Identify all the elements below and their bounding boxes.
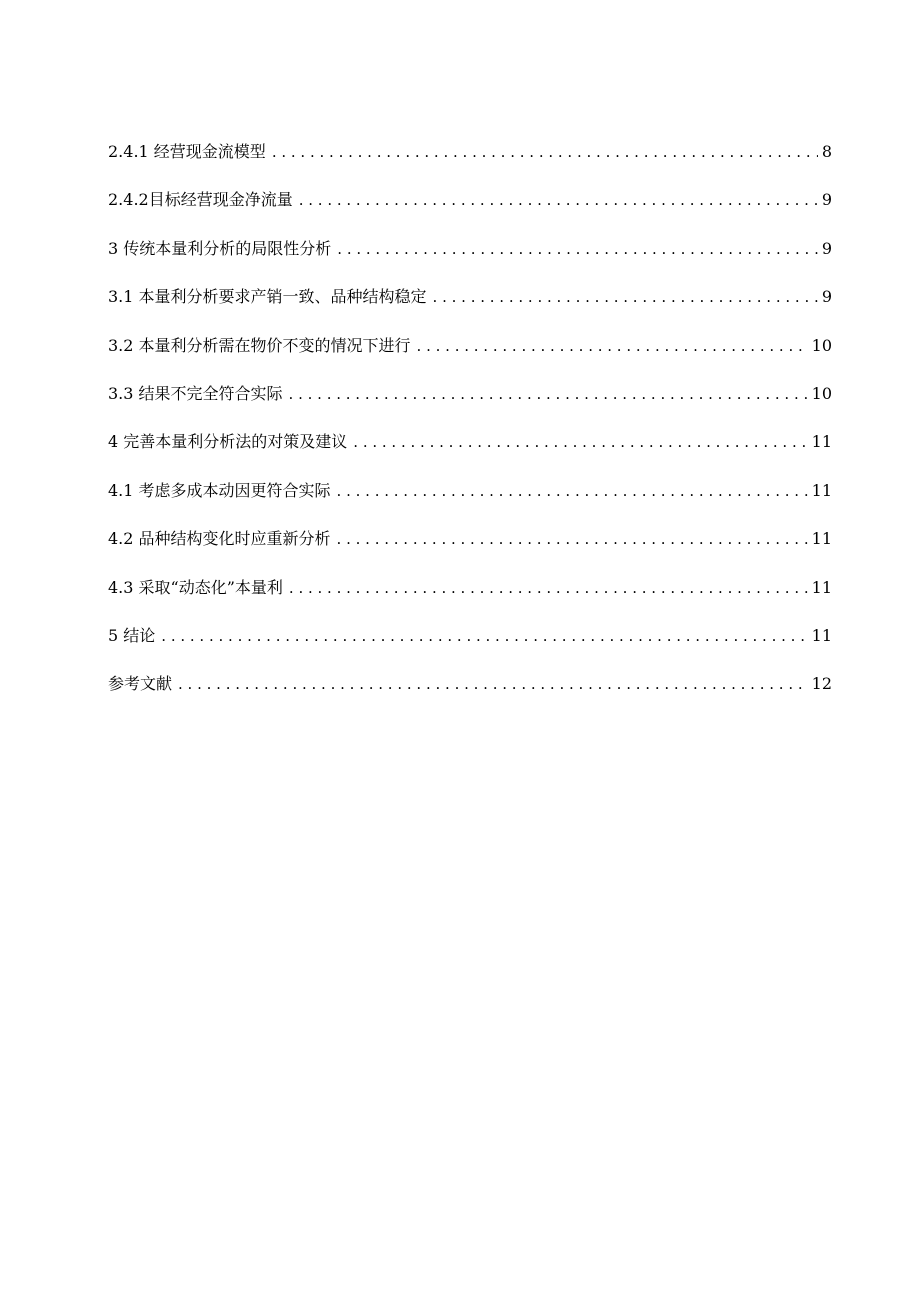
toc-entry-title: 2.4.2目标经营现金净流量 — [108, 190, 293, 210]
toc-entry-page: 10 — [811, 383, 832, 403]
toc-entry-page: 12 — [811, 674, 832, 694]
toc-entry-title: 4.2 品种结构变化时应重新分析 — [108, 529, 331, 549]
toc-entry-page: 11 — [811, 432, 832, 452]
toc-entry-title: 5 结论 — [108, 625, 156, 645]
toc-dot-leader — [161, 620, 807, 652]
toc-entry[interactable] — [108, 330, 832, 378]
toc-dot-leader — [433, 281, 818, 313]
toc-entry-page: 11 — [811, 625, 832, 645]
toc-entry-page: 8 — [821, 142, 832, 161]
toc-entry[interactable] — [108, 136, 832, 184]
toc-dot-leader — [337, 475, 808, 507]
toc-entry[interactable] — [108, 281, 832, 329]
toc-entry-page: 11 — [811, 577, 832, 597]
toc-dot-leader — [299, 184, 818, 216]
toc-entry-title: 4.1 考虑多成本动因更符合实际 — [108, 480, 331, 500]
toc-entry-title: 4.3 采取“动态化”本量利 — [108, 577, 283, 597]
toc-entry-page: 11 — [811, 480, 832, 500]
toc-entry[interactable] — [108, 523, 832, 571]
toc-entry-page: 9 — [821, 287, 832, 307]
toc-dot-leader — [289, 378, 808, 410]
toc-entry-page: 10 — [811, 335, 832, 355]
toc-dot-leader — [337, 523, 808, 555]
toc-entry[interactable] — [108, 378, 832, 426]
toc-dot-leader — [178, 668, 808, 700]
toc-entry-page: 9 — [821, 238, 832, 258]
toc-entry-title: 3.2 本量利分析需在物价不变的情况下进行 — [108, 335, 411, 355]
toc-dot-leader — [353, 426, 807, 458]
toc-entry-title: 3.3 结果不完全符合实际 — [108, 383, 283, 403]
table-of-contents — [108, 136, 832, 717]
toc-entry-title: 3 传统本量利分析的局限性分析 — [108, 238, 332, 258]
toc-dot-leader — [337, 233, 818, 265]
toc-entry[interactable] — [108, 475, 832, 523]
toc-entry[interactable] — [108, 668, 832, 716]
toc-entry-title: 4 完善本量利分析法的对策及建议 — [108, 432, 348, 452]
toc-dot-leader — [289, 572, 808, 604]
toc-entry-title: 参考文献 — [108, 674, 173, 694]
toc-entry-page: 9 — [821, 190, 832, 210]
toc-entry[interactable] — [108, 620, 832, 668]
toc-entry-title: 3.1 本量利分析要求产销一致、品种结构稳定 — [108, 287, 427, 307]
toc-dot-leader — [272, 136, 818, 168]
toc-entry[interactable] — [108, 572, 832, 620]
toc-entry-page: 11 — [811, 529, 832, 549]
toc-entry[interactable] — [108, 233, 832, 281]
toc-entry[interactable] — [108, 426, 832, 474]
toc-entry-title: 2.4.1 经营现金流模型 — [108, 142, 266, 161]
toc-dot-leader — [417, 330, 808, 362]
toc-entry[interactable] — [108, 184, 832, 232]
